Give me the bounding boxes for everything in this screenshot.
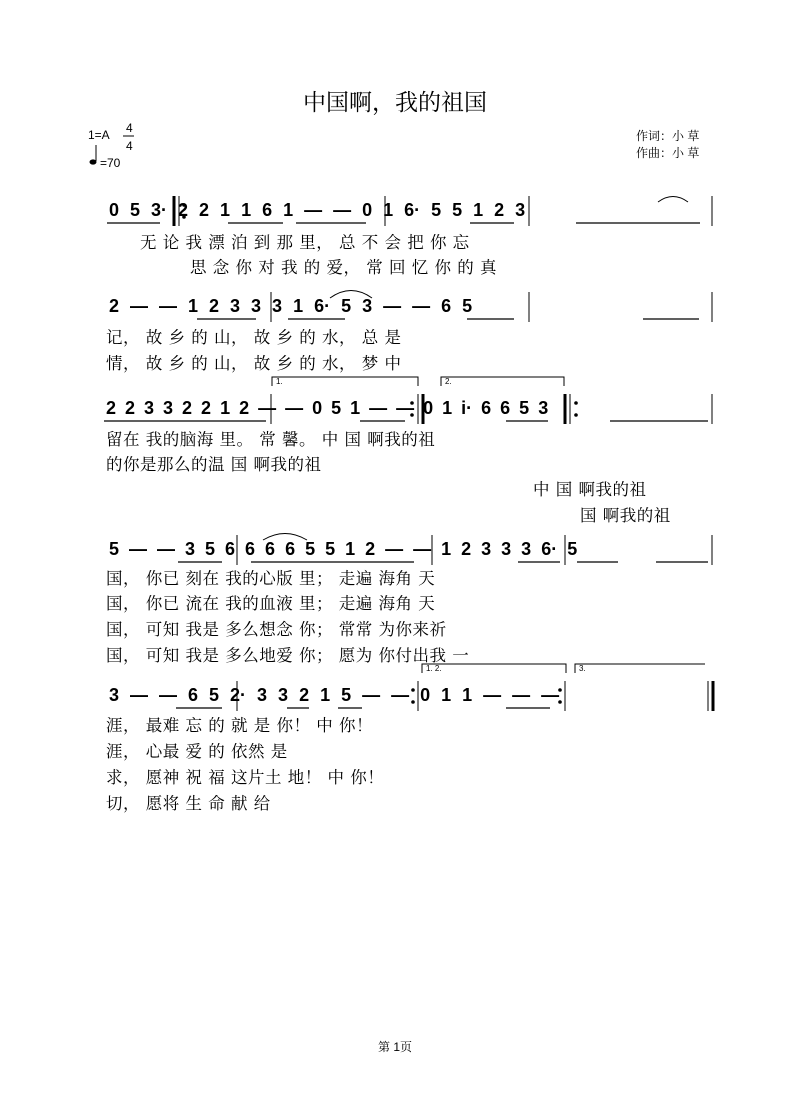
lyrics-system-5-verse-4: 切， 愿将 生 命 献 给 [106,794,271,813]
lyrics-system-1-verse-1: 无 论 我 漂 泊 到 那 里， 总 不 会 把 你 忘 [140,233,470,252]
lyrics-system-3-line-1: 留在 我的脑海 里。 常 馨。 中 国 啊我的祖 [106,430,436,449]
volta-1-label: 1. [276,377,283,386]
lyrics-system-3-line-2: 的你是那么的温 国 啊我的祖 [106,455,322,474]
lyrics-system-4-verse-2: 国， 你已 流在 我的血液 里； 走遍 海角 天 [106,594,436,613]
key-signature: 1=A [88,128,110,142]
notes-system-1: 0 5 3· 2 2 1 1 6 1 — — 0 1 6· 5 5 1 2 3 [109,200,526,220]
lyrics-system-3-line-4: 国 啊我的祖 [580,506,671,525]
lyricist-credit: 作词：小 草 [636,129,700,143]
lyrics-system-3-line-3: 中 国 啊我的祖 [533,480,647,499]
lyrics-system-2-verse-1: 记， 故 乡 的 山， 故 乡 的 水， 总 是 [106,328,402,347]
volta-2-label: 2. [445,377,452,386]
lyrics-system-4-verse-1: 国， 你已 刻在 我的心版 里； 走遍 海角 天 [106,569,436,588]
lyrics-system-2-verse-2: 情， 故 乡 的 山， 故 乡 的 水， 梦 中 [106,354,402,373]
lyrics-system-5-verse-1: 涯， 最难 忘 的 就 是 你！ 中 你！ [106,716,373,735]
volta-3-label: 3. [579,664,586,673]
tempo-marking: =70 [100,156,121,170]
lyrics-system-4-verse-3: 国， 可知 我是 多么想念 你； 常常 为你来祈 [106,620,447,639]
composer-credit: 作曲：小 草 [636,146,700,160]
notes-system-5: 3 — — 6 5 2· 3 3 2 1 5 — — 0 1 1 — — — [109,685,560,705]
time-signature-bottom: 4 [126,139,133,153]
time-signature-top: 4 [126,121,133,135]
lyrics-system-5-verse-3: 求， 愿神 祝 福 这片土 地！ 中 你！ [106,768,385,787]
lyrics-system-1-verse-2: 思 念 你 对 我 的 爱， 常 回 忆 你 的 真 [190,258,497,277]
notes-system-3: 2 2 3 3 2 2 1 2 — — 0 5 1 — — 0 1 i· 6 6 5 3 [106,398,549,418]
volta-12-label: 1. 2. [426,664,442,673]
notes-system-2: 2 — — 1 2 3 3 3 1 6· 5 3 — — 6 5 [109,296,473,316]
song-title: 中国啊，我的祖国 [303,90,487,116]
page-number: 第 1页 [377,1040,412,1054]
lyrics-system-5-verse-2: 涯， 心最 爱 的 依然 是 [106,742,288,761]
lyrics-system-4-verse-4: 国， 可知 我是 多么地爱 你； 愿为 你付出我 一 [106,646,470,665]
notes-system-4: 5 — — 3 5 6 6 6 6 5 5 1 2 — — 1 2 3 3 3 6· 5 [109,539,578,559]
